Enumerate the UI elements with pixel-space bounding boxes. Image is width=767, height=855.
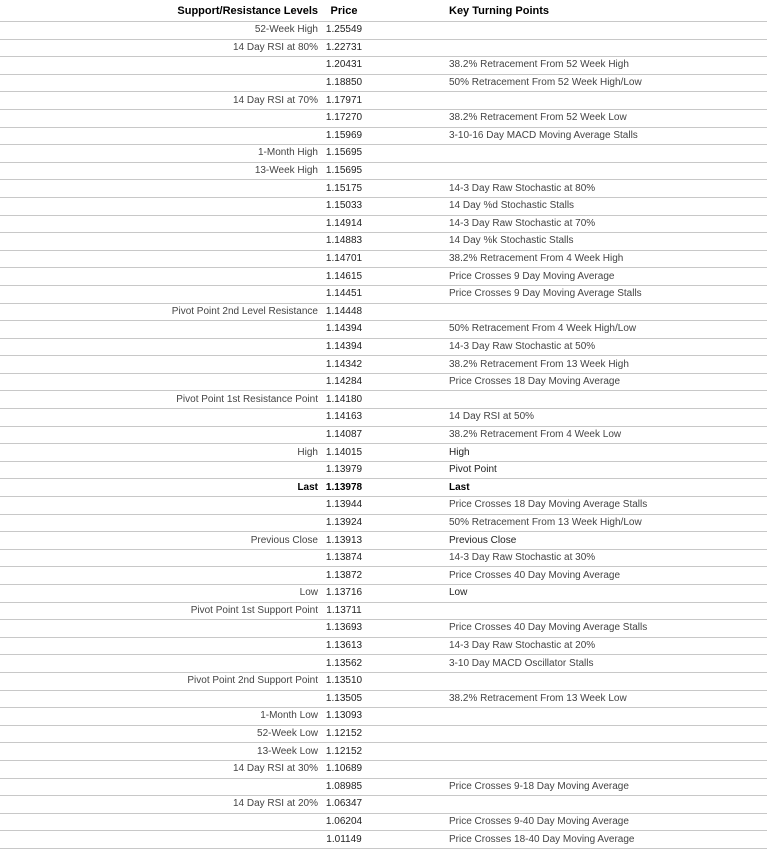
price-cell: 1.15695: [322, 162, 366, 180]
turning-point-cell: [366, 708, 767, 726]
turning-point-cell: 38.2% Retracement From 52 Week Low: [366, 109, 767, 127]
table-row: [0, 356, 767, 374]
price-cell: 1.14883: [322, 233, 366, 251]
level-cell: [0, 813, 322, 831]
price-cell: 1.13711: [322, 602, 366, 620]
turning-point-cell: Price Crosses 18 Day Moving Average: [366, 373, 767, 391]
turning-point-cell: 14-3 Day Raw Stochastic at 20%: [366, 637, 767, 655]
table-row: [0, 92, 767, 110]
price-cell: 1.13913: [322, 532, 366, 550]
price-cell: 1.14180: [322, 391, 366, 409]
price-cell: 1.14914: [322, 215, 366, 233]
price-cell: 1.15033: [322, 197, 366, 215]
turning-point-cell: 14-3 Day Raw Stochastic at 80%: [366, 180, 767, 198]
table-row: [0, 197, 767, 215]
turning-point-cell: High: [366, 444, 767, 462]
price-cell: 1.14394: [322, 321, 366, 339]
turning-point-cell: Price Crosses 9-40 Day Moving Average: [366, 813, 767, 831]
turning-point-cell: [366, 760, 767, 778]
turning-point-cell: 14-3 Day Raw Stochastic at 70%: [366, 215, 767, 233]
table-row: [0, 22, 767, 40]
turning-point-cell: Last: [366, 479, 767, 497]
table-row: [0, 831, 767, 849]
level-cell: 1-Month High: [0, 145, 322, 163]
price-cell: 1.13872: [322, 567, 366, 585]
turning-point-cell: [366, 162, 767, 180]
table-row: [0, 479, 767, 497]
price-cell: 1.14284: [322, 373, 366, 391]
table-row: [0, 672, 767, 690]
price-cell: 1.14163: [322, 409, 366, 427]
table-row: [0, 426, 767, 444]
level-cell: 52-Week Low: [0, 725, 322, 743]
turning-point-cell: Price Crosses 40 Day Moving Average: [366, 567, 767, 585]
turning-point-cell: 3-10-16 Day MACD Moving Average Stalls: [366, 127, 767, 145]
price-cell: 1.13510: [322, 672, 366, 690]
level-cell: 14 Day RSI at 70%: [0, 92, 322, 110]
table-row: [0, 549, 767, 567]
turning-point-cell: Price Crosses 40 Day Moving Average Stalls: [366, 620, 767, 638]
level-cell: [0, 461, 322, 479]
table-row: [0, 127, 767, 145]
table-row: [0, 215, 767, 233]
price-cell: 1.10689: [322, 760, 366, 778]
level-cell: Low: [0, 585, 322, 603]
turning-point-cell: 14 Day RSI at 50%: [366, 409, 767, 427]
table-row: [0, 250, 767, 268]
price-cell: 1.13505: [322, 690, 366, 708]
price-cell: 1.22731: [322, 39, 366, 57]
level-cell: 52-Week High: [0, 22, 322, 40]
level-cell: [0, 74, 322, 92]
table-row: [0, 373, 767, 391]
price-cell: 1.14701: [322, 250, 366, 268]
table-row: [0, 338, 767, 356]
level-cell: Last: [0, 479, 322, 497]
level-cell: Pivot Point 1st Resistance Point: [0, 391, 322, 409]
turning-point-cell: [366, 145, 767, 163]
header-row: [0, 0, 767, 22]
level-cell: [0, 268, 322, 286]
turning-point-cell: 38.2% Retracement From 13 Week Low: [366, 690, 767, 708]
turning-point-cell: 38.2% Retracement From 4 Week Low: [366, 426, 767, 444]
level-cell: [0, 285, 322, 303]
table-row: [0, 180, 767, 198]
table-row: [0, 708, 767, 726]
price-cell: 1.13693: [322, 620, 366, 638]
table-body: [0, 22, 767, 849]
price-cell: 1.13978: [322, 479, 366, 497]
price-cell: 1.06204: [322, 813, 366, 831]
level-cell: High: [0, 444, 322, 462]
level-cell: [0, 109, 322, 127]
price-cell: 1.17270: [322, 109, 366, 127]
level-cell: Pivot Point 1st Support Point: [0, 602, 322, 620]
turning-point-cell: [366, 602, 767, 620]
turning-point-cell: [366, 391, 767, 409]
level-cell: Pivot Point 2nd Level Resistance: [0, 303, 322, 321]
price-cell: 1.25549: [322, 22, 366, 40]
table-row: [0, 74, 767, 92]
turning-point-cell: 14 Day %d Stochastic Stalls: [366, 197, 767, 215]
table-row: [0, 743, 767, 761]
turning-point-cell: 50% Retracement From 4 Week High/Low: [366, 321, 767, 339]
level-cell: [0, 690, 322, 708]
price-cell: 1.13716: [322, 585, 366, 603]
level-cell: [0, 620, 322, 638]
table-row: [0, 461, 767, 479]
level-cell: [0, 321, 322, 339]
price-cell: 1.12152: [322, 743, 366, 761]
level-cell: [0, 426, 322, 444]
level-cell: 13-Week Low: [0, 743, 322, 761]
turning-point-cell: Pivot Point: [366, 461, 767, 479]
header-levels: Support/Resistance Levels: [0, 0, 322, 22]
table-row: [0, 725, 767, 743]
level-cell: [0, 514, 322, 532]
level-cell: [0, 215, 322, 233]
turning-point-cell: 38.2% Retracement From 13 Week High: [366, 356, 767, 374]
table-row: [0, 162, 767, 180]
price-cell: 1.17971: [322, 92, 366, 110]
turning-point-cell: [366, 743, 767, 761]
level-cell: 14 Day RSI at 20%: [0, 796, 322, 814]
turning-point-cell: [366, 672, 767, 690]
price-cell: 1.20431: [322, 57, 366, 75]
table-row: [0, 268, 767, 286]
turning-point-cell: Price Crosses 9 Day Moving Average: [366, 268, 767, 286]
level-cell: [0, 233, 322, 251]
level-cell: [0, 567, 322, 585]
level-cell: [0, 127, 322, 145]
price-cell: 1.15695: [322, 145, 366, 163]
turning-point-cell: Price Crosses 18 Day Moving Average Stalls: [366, 497, 767, 515]
turning-point-cell: 38.2% Retracement From 52 Week High: [366, 57, 767, 75]
table-row: [0, 444, 767, 462]
turning-point-cell: [366, 22, 767, 40]
turning-point-cell: [366, 39, 767, 57]
table-row: [0, 409, 767, 427]
price-cell: 1.13979: [322, 461, 366, 479]
table-row: [0, 532, 767, 550]
level-cell: Pivot Point 2nd Support Point: [0, 672, 322, 690]
table-row: [0, 655, 767, 673]
level-cell: [0, 655, 322, 673]
price-cell: 1.13944: [322, 497, 366, 515]
header-turning-points: Key Turning Points: [366, 0, 767, 22]
table-row: [0, 514, 767, 532]
price-cell: 1.14451: [322, 285, 366, 303]
table-row: [0, 145, 767, 163]
turning-point-cell: [366, 303, 767, 321]
table-row: [0, 602, 767, 620]
level-cell: [0, 778, 322, 796]
price-cell: 1.14615: [322, 268, 366, 286]
table-row: [0, 285, 767, 303]
turning-point-cell: [366, 92, 767, 110]
table-row: [0, 637, 767, 655]
level-cell: [0, 197, 322, 215]
turning-point-cell: 50% Retracement From 52 Week High/Low: [366, 74, 767, 92]
price-cell: 1.14342: [322, 356, 366, 374]
level-cell: [0, 549, 322, 567]
level-cell: [0, 373, 322, 391]
table-row: [0, 233, 767, 251]
turning-point-cell: 38.2% Retracement From 4 Week High: [366, 250, 767, 268]
turning-point-cell: Price Crosses 18-40 Day Moving Average: [366, 831, 767, 849]
price-cell: 1.14394: [322, 338, 366, 356]
table-row: [0, 497, 767, 515]
price-cell: 1.13874: [322, 549, 366, 567]
level-cell: 14 Day RSI at 30%: [0, 760, 322, 778]
price-cell: 1.08985: [322, 778, 366, 796]
table-row: [0, 778, 767, 796]
price-cell: 1.13613: [322, 637, 366, 655]
turning-point-cell: [366, 725, 767, 743]
price-cell: 1.13093: [322, 708, 366, 726]
table-row: [0, 585, 767, 603]
price-cell: 1.15175: [322, 180, 366, 198]
table-row: [0, 39, 767, 57]
level-cell: [0, 637, 322, 655]
table-header: [0, 0, 767, 22]
table-row: [0, 321, 767, 339]
table-row: [0, 109, 767, 127]
turning-point-cell: Price Crosses 9 Day Moving Average Stalls: [366, 285, 767, 303]
price-cell: 1.01149: [322, 831, 366, 849]
turning-point-cell: Price Crosses 9-18 Day Moving Average: [366, 778, 767, 796]
turning-point-cell: 50% Retracement From 13 Week High/Low: [366, 514, 767, 532]
level-cell: 13-Week High: [0, 162, 322, 180]
level-cell: 14 Day RSI at 80%: [0, 39, 322, 57]
table-row: [0, 760, 767, 778]
price-cell: 1.13924: [322, 514, 366, 532]
turning-point-cell: 14-3 Day Raw Stochastic at 50%: [366, 338, 767, 356]
table-row: [0, 391, 767, 409]
level-cell: [0, 250, 322, 268]
turning-point-cell: 14-3 Day Raw Stochastic at 30%: [366, 549, 767, 567]
level-cell: 1-Month Low: [0, 708, 322, 726]
turning-point-cell: Low: [366, 585, 767, 603]
table-row: [0, 620, 767, 638]
level-cell: [0, 180, 322, 198]
turning-point-cell: 3-10 Day MACD Oscillator Stalls: [366, 655, 767, 673]
turning-point-cell: [366, 796, 767, 814]
price-cell: 1.14087: [322, 426, 366, 444]
price-cell: 1.15969: [322, 127, 366, 145]
turning-point-cell: 14 Day %k Stochastic Stalls: [366, 233, 767, 251]
table-row: [0, 690, 767, 708]
table-row: [0, 567, 767, 585]
table-row: [0, 813, 767, 831]
price-cell: 1.18850: [322, 74, 366, 92]
price-cell: 1.13562: [322, 655, 366, 673]
table-row: [0, 303, 767, 321]
price-cell: 1.14448: [322, 303, 366, 321]
level-cell: [0, 338, 322, 356]
level-cell: [0, 497, 322, 515]
level-cell: [0, 409, 322, 427]
level-cell: Previous Close: [0, 532, 322, 550]
level-cell: [0, 356, 322, 374]
price-cell: 1.06347: [322, 796, 366, 814]
table-row: [0, 57, 767, 75]
header-price: Price: [322, 0, 366, 22]
level-cell: [0, 57, 322, 75]
table-row: [0, 796, 767, 814]
turning-point-cell: Previous Close: [366, 532, 767, 550]
price-cell: 1.12152: [322, 725, 366, 743]
price-cell: 1.14015: [322, 444, 366, 462]
level-cell: [0, 831, 322, 849]
